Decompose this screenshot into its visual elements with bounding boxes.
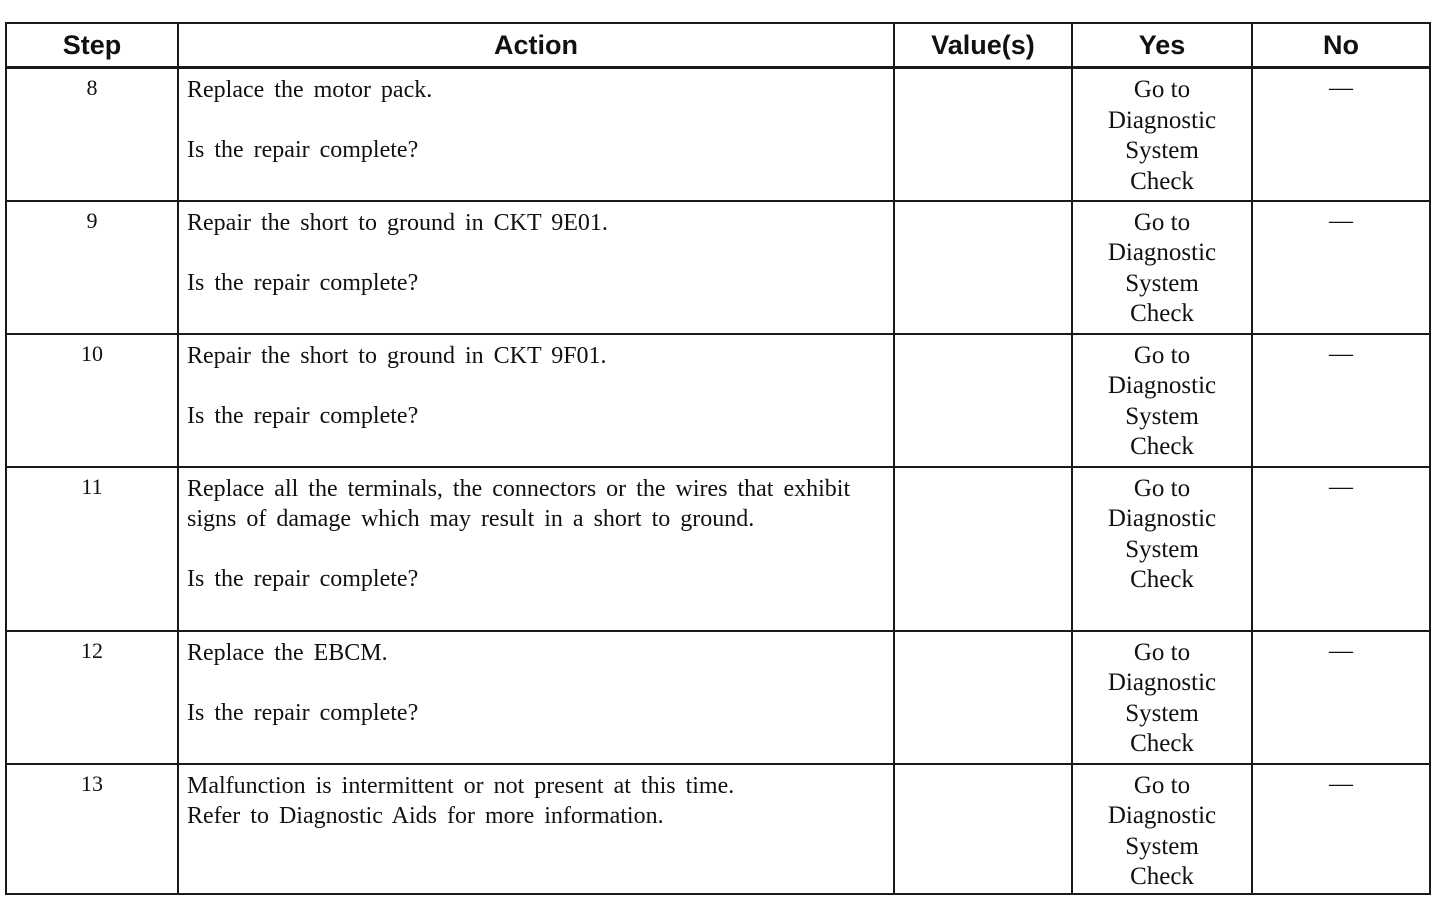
values-cell [894, 764, 1072, 894]
action-text: Replace all the terminals, the connectors or the wires that exhibit signs of damage which may result in a short to ground. [187, 475, 851, 532]
yes-line: Go to [1133, 771, 1191, 799]
step-number: 9 [6, 201, 178, 334]
values-cell [894, 201, 1072, 334]
step-number: 10 [6, 334, 178, 467]
yes-line: Check [1130, 863, 1194, 890]
yes-line: Go to [1133, 474, 1191, 502]
yes-line: Check [1130, 433, 1194, 460]
action-text: Replace the EBCM. [187, 639, 388, 666]
header-yes: Yes [1072, 23, 1252, 68]
header-step: Step [6, 23, 178, 68]
yes-line: Check [1130, 730, 1194, 757]
yes-line: Check [1130, 167, 1194, 195]
yes-line: Diagnostic [1107, 239, 1217, 266]
no-cell: — [1252, 764, 1430, 894]
step-number: 8 [6, 68, 178, 201]
action-text: Repair the short to ground in CKT 9E01. [187, 209, 608, 236]
yes-line: Diagnostic [1107, 669, 1217, 696]
no-cell: — [1252, 68, 1430, 201]
action-question: Is the repair complete? [187, 565, 419, 592]
yes-cell [1072, 201, 1252, 334]
action-cell [178, 334, 894, 467]
yes-line: Go to [1133, 638, 1191, 666]
action-question: Is the repair complete? [187, 269, 419, 296]
yes-line: System [1125, 699, 1199, 727]
table-row [6, 467, 1430, 631]
yes-line: Go to [1133, 208, 1191, 236]
action-text: Repair the short to ground in CKT 9F01. [187, 342, 607, 369]
values-cell [894, 68, 1072, 201]
yes-line: System [1125, 832, 1199, 860]
action-cell [178, 467, 894, 631]
action-cell [178, 764, 894, 894]
yes-line: Check [1130, 566, 1194, 593]
yes-cell [1072, 467, 1252, 631]
step-number: 13 [6, 764, 178, 894]
yes-line: Go to [1133, 341, 1191, 369]
action-question: Is the repair complete? [187, 137, 419, 163]
header-action: Action [178, 23, 894, 68]
header-no: No [1252, 23, 1430, 68]
table-row [6, 764, 1430, 894]
action-cell [178, 201, 894, 334]
values-cell [894, 334, 1072, 467]
action-cell [178, 631, 894, 764]
table-row [6, 631, 1430, 764]
header-values: Value(s) [894, 23, 1072, 68]
yes-line: Diagnostic [1107, 802, 1217, 829]
step-number: 11 [6, 467, 178, 631]
values-cell [894, 467, 1072, 631]
header-row [6, 23, 1430, 68]
action-question: Is the repair complete? [187, 699, 419, 726]
table-row [6, 68, 1430, 201]
yes-line: Go to [1133, 76, 1191, 103]
yes-cell [1072, 631, 1252, 764]
yes-line: System [1125, 137, 1199, 164]
yes-cell [1072, 334, 1252, 467]
action-text: Replace the motor pack. [187, 77, 433, 103]
yes-line: Diagnostic [1107, 106, 1217, 134]
yes-cell [1072, 68, 1252, 201]
yes-line: Check [1130, 300, 1194, 327]
table-row [6, 201, 1430, 334]
no-cell: — [1252, 467, 1430, 631]
no-cell: — [1252, 201, 1430, 334]
yes-cell [1072, 764, 1252, 894]
yes-line: System [1125, 402, 1199, 430]
values-cell [894, 631, 1072, 764]
yes-line: System [1125, 535, 1199, 563]
yes-line: Diagnostic [1107, 372, 1217, 399]
step-number: 12 [6, 631, 178, 764]
no-cell: — [1252, 631, 1430, 764]
action-text: Refer to Diagnostic Aids for more information. [187, 802, 664, 829]
no-cell: — [1252, 334, 1430, 467]
action-text: Malfunction is intermittent or not present at this time. [187, 772, 735, 799]
yes-line: System [1125, 269, 1199, 297]
table-row [6, 334, 1430, 467]
diagnostic-table [5, 22, 1431, 895]
yes-line: Diagnostic [1107, 505, 1217, 532]
action-question: Is the repair complete? [187, 402, 419, 429]
action-cell [178, 68, 894, 201]
